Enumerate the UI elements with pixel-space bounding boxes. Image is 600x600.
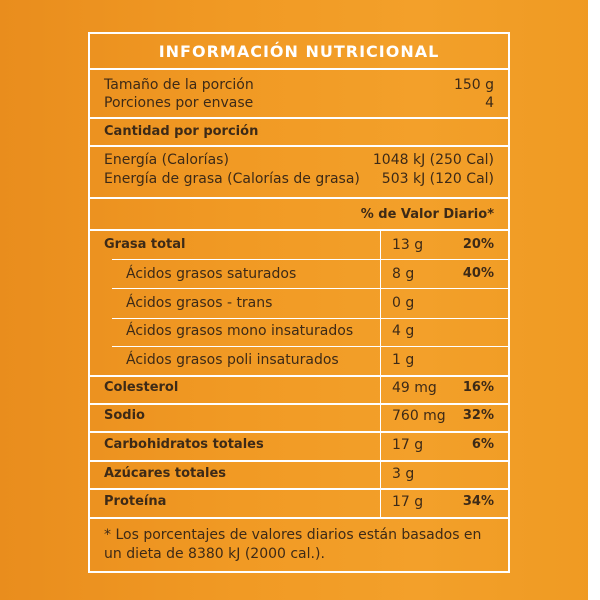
energy-from-fat-label: Energía de grasa (Calorías de grasa) — [104, 171, 360, 187]
nutrient-label: Colesterol — [104, 380, 179, 395]
amount-per-serving-label: Cantidad por porción — [104, 124, 259, 139]
nutrient-label: Proteína — [104, 494, 167, 509]
nutrient-label: Sodio — [104, 408, 145, 423]
divider — [90, 197, 508, 199]
nutrient-daily-value: 40% — [462, 266, 494, 281]
nutrition-facts-table — [88, 32, 510, 573]
page-edge — [588, 0, 600, 600]
nutrient-amount: 0 g — [392, 295, 415, 311]
nutrient-label: Azúcares totales — [104, 466, 226, 481]
nutrient-daily-value: 6% — [471, 437, 494, 452]
divider — [90, 68, 508, 70]
divider — [90, 145, 508, 147]
nutrient-label: Grasa total — [104, 237, 186, 252]
servings-per-container-value: 4 — [485, 95, 494, 111]
divider — [112, 259, 508, 260]
divider — [112, 318, 508, 319]
energy-value: 1048 kJ (250 Cal) — [372, 152, 494, 168]
divider — [90, 460, 508, 462]
nutrient-daily-value: 34% — [462, 494, 494, 509]
nutrient-label: Ácidos grasos poli insaturados — [126, 352, 339, 368]
nutrient-label: Ácidos grasos - trans — [126, 295, 273, 311]
nutrient-daily-value: 32% — [462, 408, 494, 423]
servings-per-container-label: Porciones por envase — [104, 95, 254, 111]
nutrient-amount: 4 g — [392, 323, 415, 339]
energy-label: Energía (Calorías) — [104, 152, 229, 168]
divider — [90, 117, 508, 119]
nutrient-amount: 3 g — [392, 466, 415, 482]
nutrient-label: Carbohidratos totales — [104, 437, 264, 452]
nutrient-daily-value: 20% — [462, 237, 494, 252]
divider — [90, 488, 508, 490]
divider — [90, 431, 508, 433]
divider — [112, 288, 508, 289]
column-divider — [380, 229, 381, 517]
nutrient-label: Ácidos grasos saturados — [126, 266, 297, 282]
divider — [90, 375, 508, 377]
nutrient-amount: 13 g — [392, 237, 424, 253]
nutrient-amount: 8 g — [392, 266, 415, 282]
divider — [90, 403, 508, 405]
nutrient-amount: 760 mg — [392, 408, 446, 424]
nutrient-amount: 49 mg — [392, 380, 437, 396]
serving-size-value: 150 g — [453, 77, 494, 93]
nutrient-amount: 1 g — [392, 352, 415, 368]
table-title: INFORMACIÓN NUTRICIONAL — [158, 41, 440, 61]
footnote: * Los porcentajes de valores diarios están basados en un dieta de 8380 kJ (2000 cal.). — [104, 527, 482, 562]
divider — [90, 229, 508, 231]
nutrient-amount: 17 g — [392, 494, 424, 510]
nutrient-daily-value: 16% — [462, 380, 494, 395]
energy-from-fat-value: 503 kJ (120 Cal) — [381, 171, 494, 187]
nutrient-label: Ácidos grasos mono insaturados — [126, 323, 354, 339]
divider — [112, 346, 508, 347]
nutrient-amount: 17 g — [392, 437, 424, 453]
divider — [90, 517, 508, 519]
serving-size-label: Tamaño de la porción — [104, 77, 254, 93]
daily-value-header: % de Valor Diario* — [360, 207, 494, 222]
